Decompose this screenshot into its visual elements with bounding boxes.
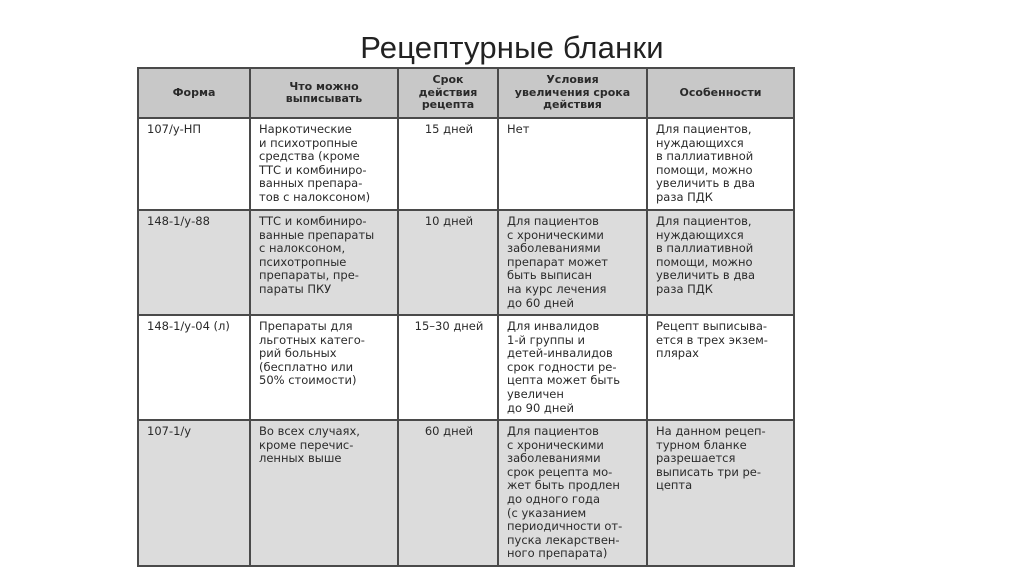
header-term: Срок действия рецепта: [398, 68, 498, 118]
cell-features: На данном рецеп- турном бланке разрешается выписать три ре- цепта: [647, 420, 794, 566]
cell-term: 15 дней: [398, 118, 498, 210]
cell-term: 10 дней: [398, 210, 498, 315]
cell-what: ТТС и комбиниро- ванные препараты с налоксоном, психотропные препараты, пре- параты ПКУ: [250, 210, 398, 315]
table-header-row: [138, 68, 794, 118]
header-conditions: Условия увеличения срока действия: [498, 68, 647, 118]
header-form: Форма: [138, 68, 250, 118]
cell-conditions: Для пациентов с хроническими заболеваниями препарат может быть выписан на курс лечения до 60 дней: [498, 210, 647, 315]
header-what: Что можно выписывать: [250, 68, 398, 118]
cell-what: Во всех случаях, кроме перечис- ленных выше: [250, 420, 398, 566]
cell-what: Препараты для льготных катего- рий больных (бесплатно или 50% стоимости): [250, 315, 398, 420]
cell-features: Для пациентов, нуждающихся в паллиативной помощи, можно увеличить в два раза ПДК: [647, 210, 794, 315]
cell-form: 148-1/у-04 (л): [138, 315, 250, 420]
prescription-forms-table: [137, 67, 795, 567]
cell-term: 60 дней: [398, 420, 498, 566]
cell-what: Наркотические и психотропные средства (кроме ТТС и комбиниро- ванных препара- тов с налоксоном): [250, 118, 398, 210]
slide-title: Рецептурные бланки: [360, 30, 664, 65]
cell-features: Рецепт выписыва- ется в трех экзем- плярах: [647, 315, 794, 420]
cell-conditions: Для пациентов с хроническими заболеваниями срок рецепта мо- жет быть продлен до одного года (с указанием периодичности от- пуска лекарствен- ного препарата): [498, 420, 647, 566]
cell-features: Для пациентов, нуждающихся в паллиативной помощи, можно увеличить в два раза ПДК: [647, 118, 794, 210]
cell-term: 15–30 дней: [398, 315, 498, 420]
table-row: [138, 315, 794, 420]
cell-conditions: Нет: [498, 118, 647, 210]
table-row: [138, 210, 794, 315]
cell-form: 148-1/у-88: [138, 210, 250, 315]
cell-form: 107/у-НП: [138, 118, 250, 210]
table-row: [138, 118, 794, 210]
cell-form: 107-1/у: [138, 420, 250, 566]
header-features: Особенности: [647, 68, 794, 118]
cell-conditions: Для инвалидов 1-й группы и детей-инвалидов срок годности ре- цепта может быть увеличен до 90 дней: [498, 315, 647, 420]
table-row: [138, 420, 794, 566]
